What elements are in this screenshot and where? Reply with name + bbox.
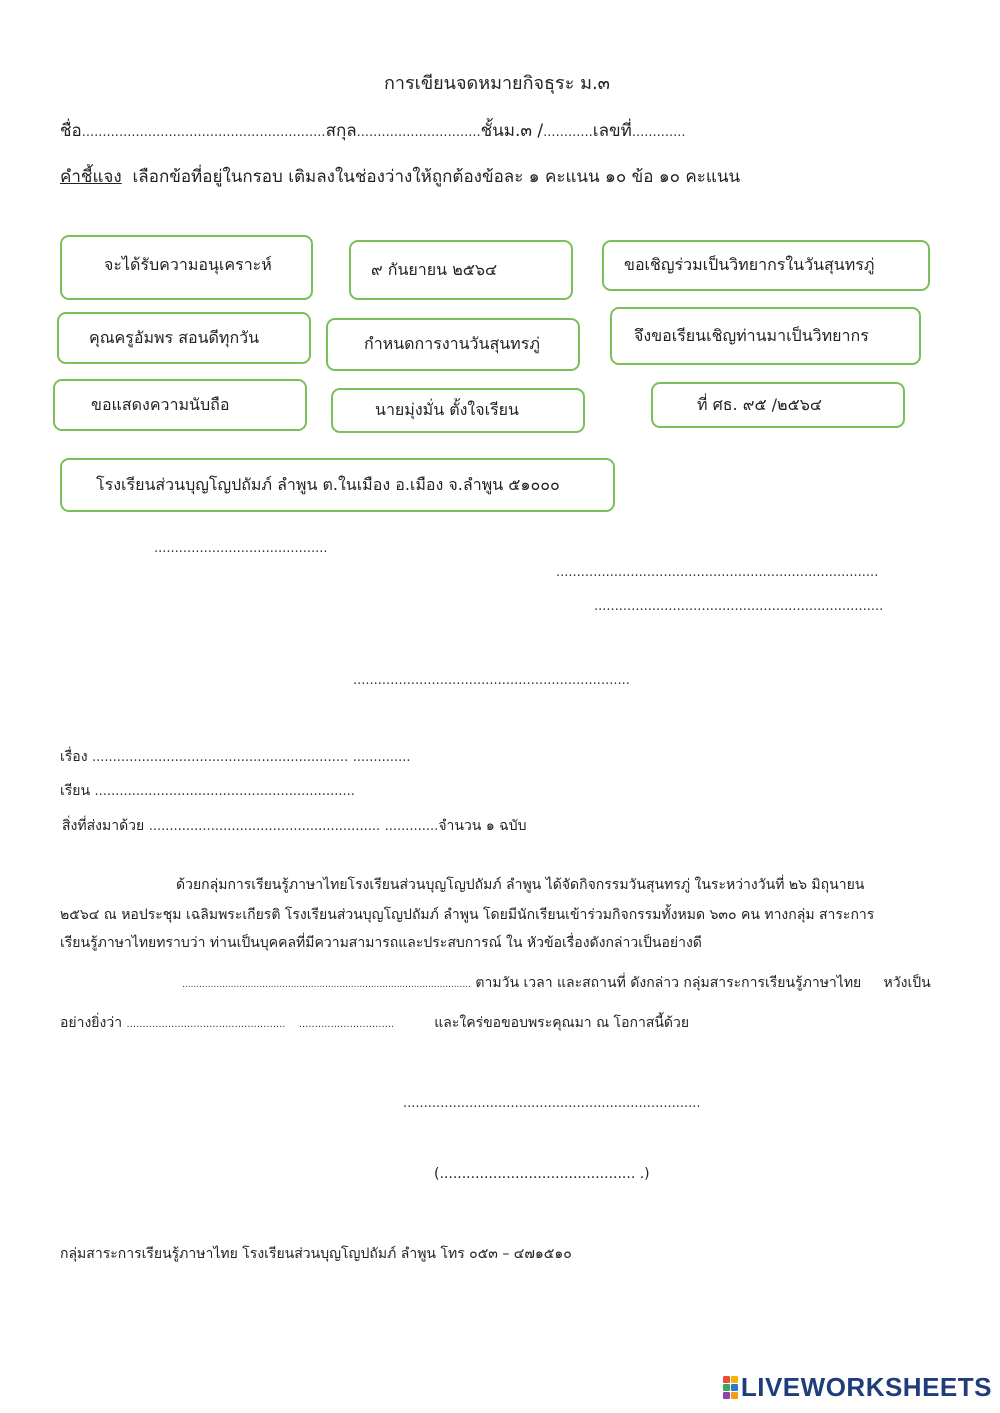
choice-box[interactable] xyxy=(651,382,905,428)
surname-label: สกุล xyxy=(325,121,357,141)
logo-square xyxy=(723,1376,730,1383)
body-paragraph-line-3: เรียนรู้ภาษาไทยทราบว่า ท่านเป็นบุคคลที่มีความสามารถและประสบการณ์ ใน หัวข้อเรื่องดังกล่าวเป็นอย่างดี xyxy=(60,935,702,951)
body-paragraph-3 xyxy=(60,1012,689,1034)
attachment-field-2[interactable]: ............. xyxy=(384,819,439,834)
signature-blank[interactable]: (............................................ .) xyxy=(434,1166,650,1182)
logo-square xyxy=(731,1376,738,1383)
choice-text: คุณครูอัมพร สอนดีทุกวัน xyxy=(89,327,260,347)
body-blank-1[interactable]: ..................................................................................................... xyxy=(182,980,471,990)
choice-box[interactable] xyxy=(60,235,313,300)
name-label: ชื่อ xyxy=(60,121,82,141)
choice-text: ขอแสดงความนับถือ xyxy=(91,394,230,414)
choice-text: ที่ ศธ. ๙๕ /๒๕๖๔ xyxy=(697,394,822,414)
logo-square xyxy=(723,1384,730,1391)
choice-text: ขอเชิญร่วมเป็นวิทยากรในวันสุนทรภู่ xyxy=(624,255,875,274)
choice-box[interactable] xyxy=(331,388,585,433)
choice-box[interactable] xyxy=(326,318,580,371)
attachment-count: จำนวน ๑ ฉบับ xyxy=(438,818,527,834)
body-label-3: อย่างยิ่งว่า xyxy=(60,1015,123,1031)
subject-field[interactable]: .............................................................. xyxy=(92,750,349,765)
class-label: ชั้นม.๓ / xyxy=(480,121,544,141)
body-blank-2[interactable]: .................................................. xyxy=(126,1019,286,1030)
choice-box[interactable] xyxy=(610,307,921,365)
choice-box[interactable] xyxy=(57,312,311,364)
attachment-label: สิ่งที่ส่งมาด้วย xyxy=(62,818,145,834)
choice-text: จะได้รับความอนุเคราะห์ xyxy=(104,255,272,274)
number-label: เลขที่ xyxy=(592,121,632,141)
liveworksheets-logo xyxy=(723,1372,992,1403)
to-field[interactable]: ............................................................... xyxy=(94,784,355,799)
body-text-2: ตามวัน เวลา และสถานที่ ดังกล่าว กลุ่มสาระการเรียนรู้ภาษาไทย xyxy=(475,975,862,991)
class-field[interactable]: ............ xyxy=(543,125,593,140)
logo-square xyxy=(723,1392,730,1399)
logo-mark-icon xyxy=(723,1376,738,1399)
blank-address-line-1[interactable]: .............................................................................. xyxy=(556,565,879,580)
blank-address-line-2[interactable]: ...................................................................... xyxy=(594,599,884,614)
choice-text: นายมุ่งมั่น ตั้งใจเรียน xyxy=(375,400,519,419)
student-info-line xyxy=(60,117,686,144)
logo-square xyxy=(731,1392,738,1399)
choice-text: จึงขอเรียนเชิญท่านมาเป็นวิทยากร xyxy=(634,325,869,345)
surname-field[interactable]: .............................. xyxy=(356,125,481,140)
logo-text: LIVEWORKSHEETS xyxy=(740,1372,992,1402)
to-label: เรียน xyxy=(60,783,91,799)
choice-box[interactable] xyxy=(349,240,573,300)
attachment-line xyxy=(62,815,526,837)
subject-field-2[interactable]: .............. xyxy=(352,750,411,765)
body-paragraph-line-2: ๒๕๖๔ ณ หอประชุม เฉลิมพระเกียรติ โรงเรียนส่วนบุญโญปถัมภ์ ลำพูน โดยมีนักเรียนเข้าร่วมกิจกรรมทั้งหมด ๖๓๐ คน ทางกลุ่ม สาระการ xyxy=(60,907,875,923)
logo-square xyxy=(731,1384,738,1391)
choice-text: ๙ กันยายน ๒๕๖๔ xyxy=(371,259,498,279)
body-blank-3[interactable]: .............................. xyxy=(298,1019,395,1030)
instruction-line xyxy=(60,163,740,190)
footer-contact: กลุ่มสาระการเรียนรู้ภาษาไทย โรงเรียนส่วนบุญโญปถัมภ์ ลำพูน โทร ๐๕๓ – ๔๗๑๕๑๐ xyxy=(60,1246,572,1262)
name-field[interactable]: ........................................................... xyxy=(81,125,326,140)
body-paragraph-2 xyxy=(182,972,931,994)
blank-reference[interactable]: .......................................... xyxy=(154,541,328,556)
to-line xyxy=(60,780,355,802)
body-text-2-tail: หวังเป็น xyxy=(883,975,931,991)
attachment-field[interactable]: ........................................................ xyxy=(148,819,381,834)
choice-text: โรงเรียนส่วนบุญโญปถัมภ์ ลำพูน ต.ในเมือง อ.เมือง จ.ลำพูน ๕๑๐๐๐ xyxy=(96,474,560,494)
choice-box[interactable] xyxy=(602,240,930,291)
body-paragraph-line-1: ด้วยกลุ่มการเรียนรู้ภาษาไทยโรงเรียนส่วนบุญโญปถัมภ์ ลำพูน ได้จัดกิจกรรมวันสุนทรภู่ ในระหว่างวันที่ ๒๖ มิถุนายน xyxy=(176,877,865,893)
choice-box[interactable] xyxy=(53,379,307,431)
instruction-label: คำชี้แจง xyxy=(60,167,122,187)
page-title: การเขียนจดหมายกิจธุระ ม.๓ xyxy=(384,73,610,94)
subject-line xyxy=(60,746,411,768)
closing-blank[interactable]: ........................................................................ xyxy=(403,1096,701,1111)
blank-date[interactable]: ................................................................... xyxy=(353,673,630,688)
instruction-text: เลือกข้อที่อยู่ในกรอบ เติมลงในช่องว่างให้ถูกต้องข้อละ ๑ คะแนน ๑๐ ข้อ ๑๐ คะแนน xyxy=(132,167,741,187)
choice-box[interactable] xyxy=(60,458,615,512)
number-field[interactable]: ............. xyxy=(631,125,686,140)
choice-text: กำหนดการงานวันสุนทรภู่ xyxy=(364,334,540,353)
body-text-3: และใคร่ขอขอบพระคุณมา ณ โอกาสนี้ด้วย xyxy=(434,1015,690,1031)
subject-label: เรื่อง xyxy=(60,749,88,765)
